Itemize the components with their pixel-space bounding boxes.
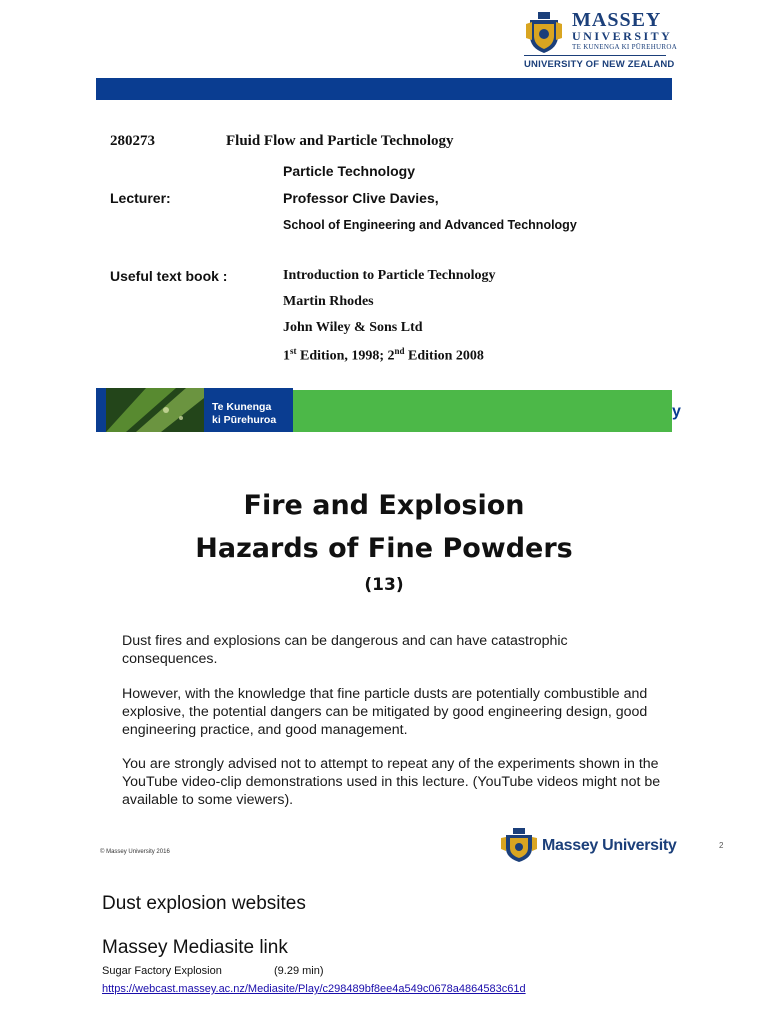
massey-crest-icon [524,10,564,54]
slide-title-line1: Fire and Explosion [243,490,525,521]
logo-university-text: UNIVERSITY [572,29,673,43]
course-title: Fluid Flow and Particle Technology [226,133,454,149]
slide-title-line2: Hazards of Fine Powders [195,533,573,564]
paragraph-1: Dust fires and explosions can be dangerous and can have catastrophic consequences. [122,633,568,667]
logo-maori-text: TE KUNENGA KI PŪREHUROA [572,43,678,51]
paragraph-3: You are strongly advised not to attempt to repeat any of the experiments shown in the YouTube video-clip demonstrations used in this lecture. (YouTube videos might not be available to some viewers). [122,756,661,808]
banner-maori-text: Te Kunenga ki Pūrehuroa [212,401,277,426]
textbook-label: Useful text book : [110,268,228,284]
textbook-publisher: John Wiley & Sons Ltd [283,320,423,335]
course-subject: Particle Technology [283,163,415,179]
banner-leaf-image [106,388,204,432]
logo-country-text: UNIVERSITY OF NEW ZEALAND [524,59,675,70]
mediasite-video-link[interactable]: https://webcast.massey.ac.nz/Mediasite/Play/c298489bf8ee4a549c0678a4864583c61d [102,983,526,995]
websites-heading: Dust explosion websites [102,893,306,914]
lecturer-label: Lecturer: [110,190,171,206]
textbook-title: Introduction to Particle Technology [283,268,496,283]
copyright-text: © Massey University 2016 [100,849,170,855]
leaf-pattern-icon [106,388,204,432]
mediasite-heading: Massey Mediasite link [102,937,288,958]
paragraph-2: However, with the knowledge that fine particle dusts are potentially combustible and explosive, the potential dangers can be mitigated by good engineering design, good engineering practice, and good management. [122,686,648,738]
textbook-author: Martin Rhodes [283,294,374,309]
video-duration: (9.29 min) [274,965,324,977]
logo-divider [524,55,666,56]
lecturer-name: Professor Clive Davies, [283,190,439,206]
logo-massey-text: MASSEY [572,9,662,31]
slide-number-label: (13) [364,575,404,595]
video-label: Sugar Factory Explosion [102,965,222,977]
course-code: 280273 [110,133,155,149]
banner-cut-text: y [672,403,681,420]
school-name: School of Engineering and Advanced Technology [283,218,577,232]
massey-brand-text: Massey University [542,837,677,854]
textbook-edition: 1st Edition, 1998; 2nd Edition 2008 [283,346,484,364]
banner-green-panel [293,390,672,432]
page-number: 2 [719,841,724,850]
header-blue-band [96,78,672,100]
massey-crest-small-icon [500,827,538,863]
